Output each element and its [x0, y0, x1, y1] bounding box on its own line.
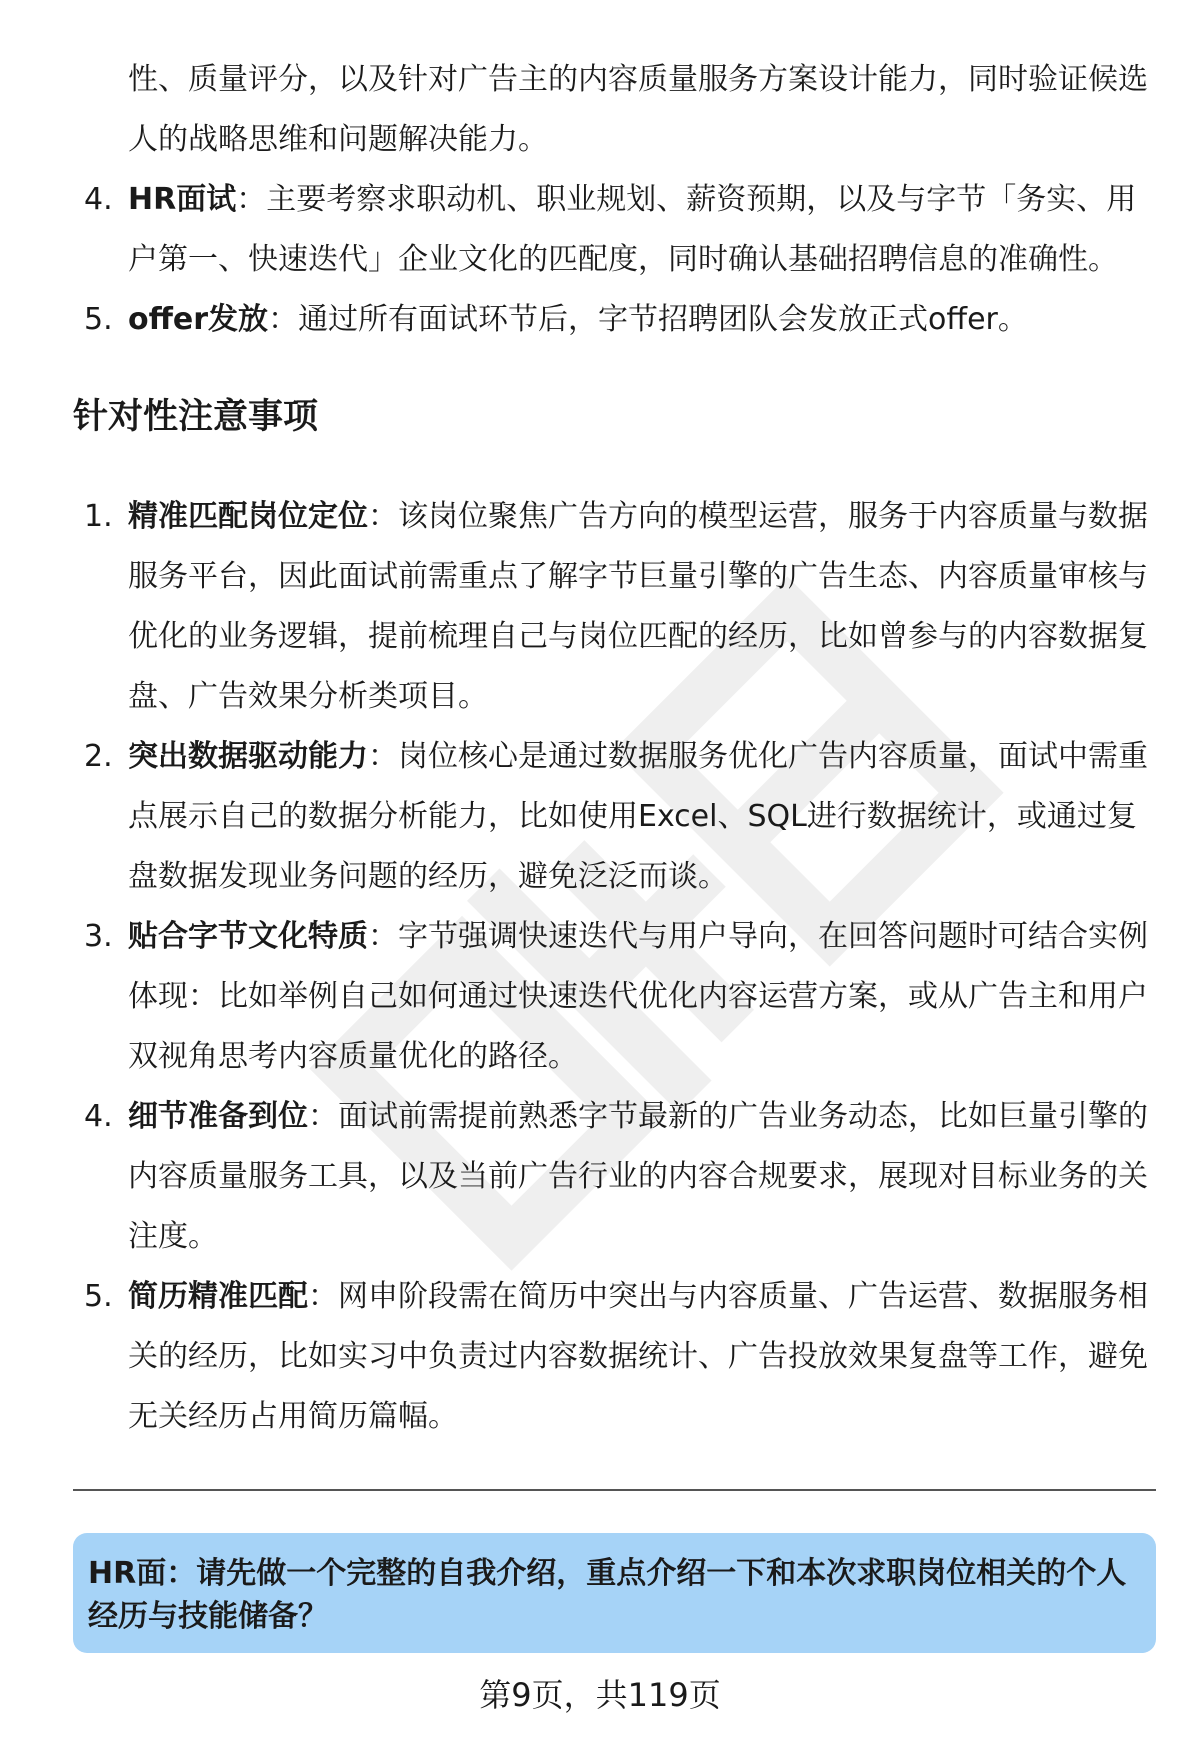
item-number: 1.	[84, 499, 113, 534]
item-title: 精准匹配岗位定位	[128, 499, 368, 534]
list-item	[0, 907, 1158, 1087]
item-title: offer发放	[128, 302, 269, 337]
item-title: 突出数据驱动能力	[128, 739, 368, 774]
item-separator: ：	[308, 1279, 338, 1314]
item-body: 通过所有面试环节后，字节招聘团队会发放正式offer。	[298, 302, 1028, 337]
section-heading: 针对性注意事项	[73, 397, 319, 437]
item-number: 2.	[84, 739, 113, 774]
item-separator: ：	[268, 302, 299, 337]
process-list	[0, 170, 1158, 350]
item-title: 贴合字节文化特质	[128, 919, 368, 954]
item-body: 该岗位聚焦广告方向的模型运营，服务于内容质量与数据服务平台，因此面试前需重点了解字节巨量引擎的广告生态、内容质量审核与优化的业务逻辑，提前梳理自己与岗位匹配的经历，比如曾参与的内容数据复盘、广告效果分析类项目。	[128, 499, 1148, 714]
item-title: HR面试	[128, 182, 237, 217]
item-number: 5.	[84, 1279, 113, 1314]
list-item	[0, 1087, 1158, 1267]
list-item	[0, 290, 1158, 350]
top-continuation-text: 性、质量评分，以及针对广告主的内容质量服务方案设计能力，同时验证候选人的战略思维和问题解决能力。	[128, 62, 1148, 157]
item-title: 细节准备到位	[128, 1099, 308, 1134]
item-body: 面试前需提前熟悉字节最新的广告业务动态，比如巨量引擎的内容质量服务工具，以及当前广告行业的内容合规要求，展现对目标业务的关注度。	[128, 1099, 1148, 1254]
list-item	[0, 1267, 1158, 1447]
item-number: 5.	[84, 302, 113, 337]
item-number: 3.	[84, 919, 113, 954]
item-separator: ：	[236, 182, 267, 217]
notes-list	[0, 487, 1158, 1447]
item-body: 主要考察求职动机、职业规划、薪资预期，以及与字节「务实、用户第一、快速迭代」企业文化的匹配度，同时确认基础招聘信息的准确性。	[128, 182, 1137, 277]
question-text: HR面：请先做一个完整的自我介绍，重点介绍一下和本次求职岗位相关的个人经历与技能储备？	[88, 1556, 1127, 1634]
item-body: 字节强调快速迭代与用户导向，在回答问题时可结合实例体现：比如举例自己如何通过快速迭代优化内容运营方案，或从广告主和用户双视角思考内容质量优化的路径。	[128, 919, 1148, 1074]
item-body: 网申阶段需在简历中突出与内容质量、广告运营、数据服务相关的经历，比如实习中负责过内容数据统计、广告投放效果复盘等工作，避免无关经历占用简历篇幅。	[128, 1279, 1148, 1434]
question-callout	[73, 1533, 1156, 1653]
item-title: 简历精准匹配	[128, 1279, 308, 1314]
item-separator: ：	[368, 919, 398, 954]
page-footer: 第9页，共119页	[479, 1676, 721, 1714]
item-number: 4.	[84, 182, 113, 217]
item-number: 4.	[84, 1099, 113, 1134]
item-separator: ：	[308, 1099, 338, 1134]
list-item	[0, 487, 1158, 727]
item-separator: ：	[368, 739, 398, 774]
section-divider	[73, 1489, 1156, 1491]
item-body: 岗位核心是通过数据服务优化广告内容质量，面试中需重点展示自己的数据分析能力，比如使用Excel、SQL进行数据统计，或通过复盘数据发现业务问题的经历，避免泛泛而谈。	[128, 739, 1148, 894]
list-item	[0, 170, 1158, 290]
item-separator: ：	[368, 499, 398, 534]
list-item	[0, 727, 1158, 907]
